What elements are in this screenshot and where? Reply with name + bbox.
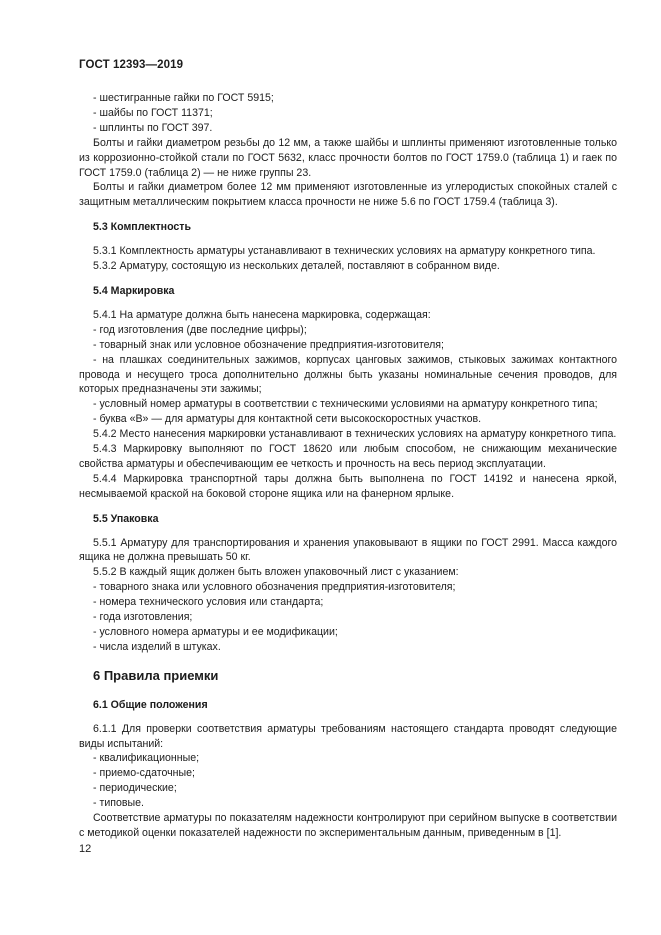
section-heading-5-4: 5.4 Маркировка xyxy=(93,284,175,297)
paragraph: 5.3.1 Комплектность арматуры устанавливают в технических условиях на арматуру конкретного типа. xyxy=(93,245,596,258)
section-heading-5-5: 5.5 Упаковка xyxy=(93,512,159,525)
page-header-title: ГОСТ 12393—2019 xyxy=(79,59,184,71)
list-item: - на плашках соединительных зажимов, корпусах цанговых зажимов, стыковых зажимах контактного провода и несущего троса дополнительно должны быть указаны номинальные сечения проводов, для которых предназначены эти зажимы; xyxy=(79,353,617,396)
paragraph: 5.4.3 Маркировку выполняют по ГОСТ 18620 или любым способом, не снижающим механические свойства арматуры и обеспечивающим ее четкость и прочность на весь период эксплуатации. xyxy=(79,443,617,470)
list-item: - буква «В» — для арматуры для контактной сети высокоскоростных участков. xyxy=(93,413,482,426)
list-item: - типовые. xyxy=(93,797,144,810)
list-item: - года изготовления; xyxy=(93,611,193,624)
paragraph: 5.5.2 В каждый ящик должен быть вложен упаковочный лист с указанием: xyxy=(93,566,459,579)
paragraph: 5.4.2 Место нанесения маркировки устанавливают в технических условиях на арматуру конкретного типа. xyxy=(93,428,617,441)
list-item: - условного номера арматуры и ее модификации; xyxy=(93,626,338,638)
list-item: - периодические; xyxy=(93,782,177,795)
list-item: - приемо-сдаточные; xyxy=(93,767,195,780)
list-item: - номера технического условия или стандарта; xyxy=(93,596,324,609)
list-item: - квалификационные; xyxy=(93,752,200,765)
chapter-heading-6: 6 Правила приемки xyxy=(93,667,219,683)
list-item: - шестигранные гайки по ГОСТ 5915; xyxy=(93,92,274,104)
list-item: - товарный знак или условное обозначение предприятия-изготовителя; xyxy=(93,338,444,351)
list-item: - условный номер арматуры в соответствии с техническими условиями на арматуру конкретного типа; xyxy=(93,398,598,411)
list-item: - шплинты по ГОСТ 397. xyxy=(93,121,213,134)
section-heading-6-1: 6.1 Общие положения xyxy=(93,698,208,711)
page-number: 12 xyxy=(79,843,92,855)
list-item: - товарного знака или условного обозначения предприятия-изготовителя; xyxy=(93,581,456,594)
paragraph: Болты и гайки диаметром более 12 мм применяют изготовленные из углеродистых спокойных сталей с защитным металлическим покрытием класса прочности не ниже 5.6 по ГОСТ 1759.4 (таблица 3). xyxy=(79,181,617,209)
paragraph: 5.4.4 Маркировка транспортной тары должна быть выполнена по ГОСТ 14192 и нанесена яркой, несмываемой краской на боковой стороне ящика или на фанерном ярлыке. xyxy=(79,472,617,500)
paragraph: 5.4.1 На арматуре должна быть нанесена маркировка, содержащая: xyxy=(93,308,431,321)
list-item: - числа изделий в штуках. xyxy=(93,640,221,653)
paragraph: Болты и гайки диаметром резьбы до 12 мм, а также шайбы и шплинты применяют изготовленные только из коррозионно-стойкой стали по ГОСТ 5632, класс прочности болтов по ГОСТ 1759.0 (таблица 1) и гаек по ГОСТ 1759.0 (таблица 2) — не ниже группы 23. xyxy=(79,136,617,179)
paragraph: Соответствие арматуры по показателям надежности контролируют при серийном выпуске в соответствии с методикой оценки показателей надежности по экспериментальным данным, приведенным в [1]. xyxy=(79,812,617,839)
paragraph: 6.1.1 Для проверки соответствия арматуры требованиям настоящего стандарта проводят следующие виды испытаний: xyxy=(79,722,617,750)
paragraph: 5.5.1 Арматуру для транспортирования и хранения упаковывают в ящики по ГОСТ 2991. Масса каждого ящика не должна превышать 50 кг. xyxy=(79,536,617,564)
list-item: - шайбы по ГОСТ 11371; xyxy=(93,106,213,119)
paragraph: 5.3.2 Арматуру, состоящую из нескольких деталей, поставляют в собранном виде. xyxy=(93,260,500,273)
section-heading-5-3: 5.3 Комплектность xyxy=(93,221,191,234)
page-content xyxy=(79,91,617,841)
list-item: - год изготовления (две последние цифры); xyxy=(93,323,307,336)
